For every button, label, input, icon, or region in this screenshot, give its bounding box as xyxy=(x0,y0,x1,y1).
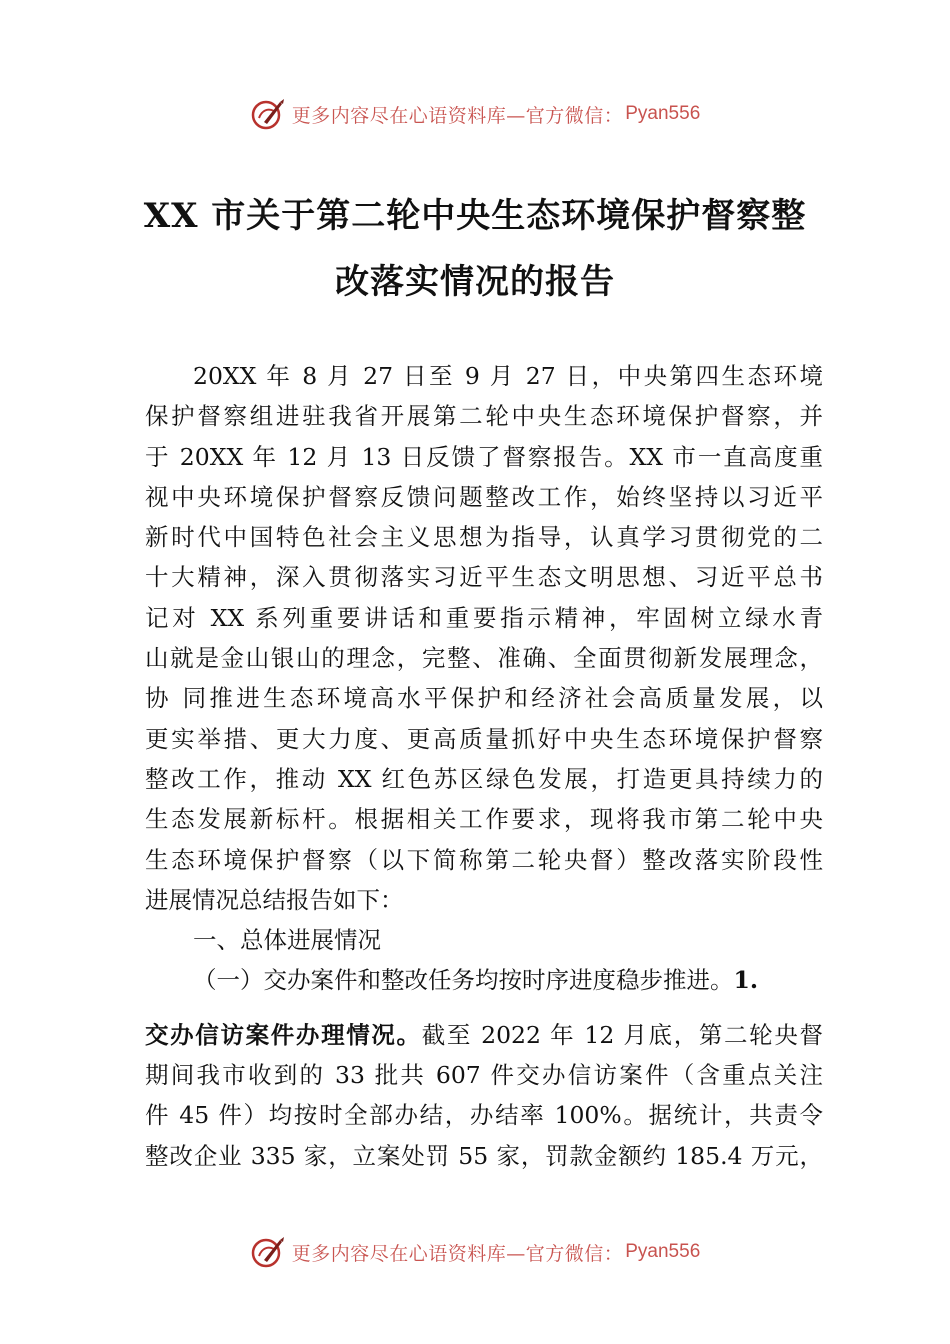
paragraph-1-line: 新时代中国特色社会主义思想为指导，认真学习贯彻党的二 xyxy=(145,523,823,552)
paragraph-1-line: 保护督察组进驻我省开展第二轮中央生态环境保护督察，并 xyxy=(145,402,823,431)
paragraph-1-line: 整改工作，推动 XX 红色苏区绿色发展，打造更具持续力的 xyxy=(145,764,823,793)
paragraph-1-line: 20XX 年 8 月 27 日至 9 月 27 日，中央第四生态环境 xyxy=(193,362,823,390)
document-body xyxy=(145,356,823,1176)
watermark-handle-text: Pyan556 xyxy=(625,1241,701,1262)
paragraph-2-line: 期间我市收到的 33 批共 607 件交办信访案件（含重点关注 xyxy=(145,1061,823,1090)
paragraph-1-line: 协 同推进生态环境高水平保护和经济社会高质量发展，以 xyxy=(145,684,823,713)
paragraph-1-line: 视中央环境保护督察反馈问题整改工作，始终坚持以习近平 xyxy=(145,482,823,511)
paragraph-1-line: 生态发展新标杆。根据相关工作要求，现将我市第二轮中央 xyxy=(145,805,823,834)
paragraph-1-line: 进展情况总结报告如下： xyxy=(145,885,404,914)
paragraph-2-first-rest: 截至 2022 年 12 月底，第二轮央督 xyxy=(421,1020,823,1049)
paragraph-1-line: 山就是金山银山的理念，完整、准确、全面贯彻新发展理念， xyxy=(145,644,823,673)
item-number: 1. xyxy=(733,966,759,995)
paragraph-2-line: 整改企业 335 家，立案处罚 55 家，罚款金额约 185.4 万元， xyxy=(145,1141,823,1170)
watermark-brand-text: 更多内容尽在心语资料库—官方微信： xyxy=(291,1242,624,1265)
watermark-brand-text: 更多内容尽在心语资料库—官方微信： xyxy=(291,104,624,127)
section-heading-1: 一、总体进展情况 xyxy=(193,926,381,955)
paragraph-1-line: 更实举措、更大力度、更高质量抓好中央生态环境保护督察 xyxy=(145,724,823,753)
watermark-banner-bottom xyxy=(0,1232,950,1272)
paragraph-2-bold-lead: 交办信访案件办理情况。 xyxy=(145,1020,422,1049)
paragraph-2-line: 件 45 件）均按时全部办结，办结率 100%。据统计，共责令 xyxy=(145,1101,823,1130)
brand-logo-icon xyxy=(250,96,286,132)
paragraph-1-line: 于 20XX 年 12 月 13 日反馈了督察报告。XX 市一直高度重 xyxy=(145,442,823,471)
watermark-banner-top xyxy=(0,94,950,134)
paragraph-1-line: 生态环境保护督察（以下简称第二轮央督）整改落实阶段性 xyxy=(145,845,823,874)
document-title-line-2: 改落实情况的报告 xyxy=(335,262,615,302)
paragraph-1-line: 十大精神，深入贯彻落实习近平生态文明思想、习近平总书 xyxy=(145,563,823,592)
subsection-heading-text: （一）交办案件和整改任务均按时序进度稳步推进。 xyxy=(193,966,734,995)
document-title-line-1: XX 市关于第二轮中央生态环境保护督察整 xyxy=(143,196,807,236)
paragraph-1-line: 记对 XX 系列重要讲话和重要指示精神，牢固树立绿水青 xyxy=(145,603,823,632)
paragraph-2-line xyxy=(145,1015,823,1055)
subsection-heading-1 xyxy=(145,960,823,1000)
watermark-handle-text: Pyan556 xyxy=(625,103,701,124)
brand-logo-icon xyxy=(250,1234,286,1270)
